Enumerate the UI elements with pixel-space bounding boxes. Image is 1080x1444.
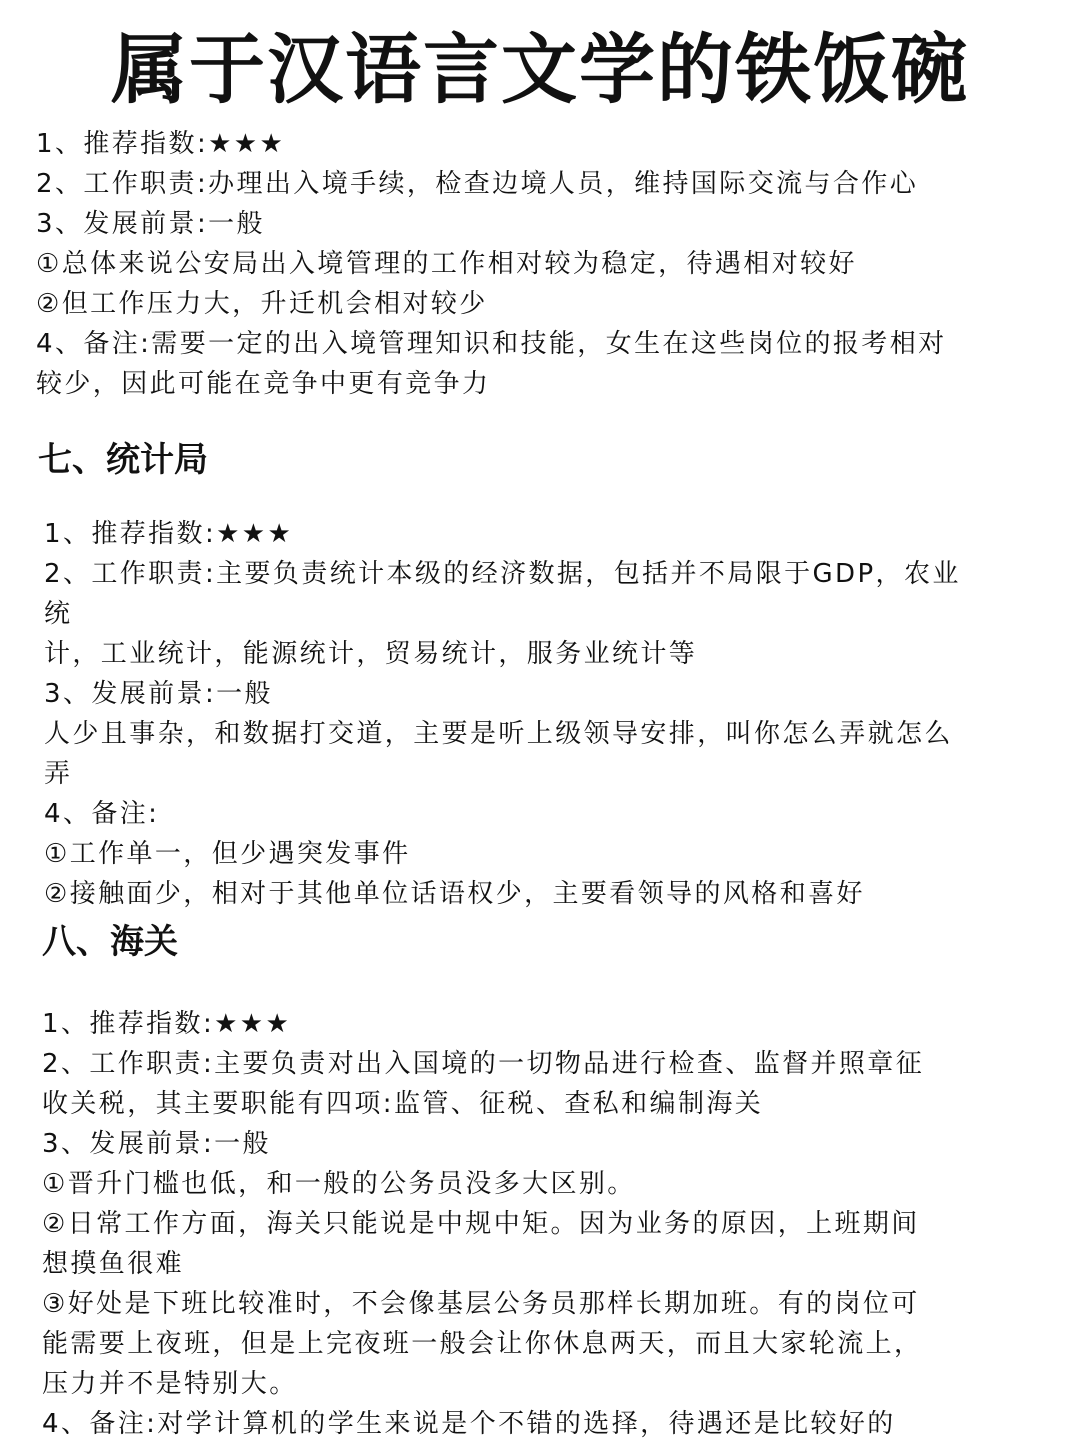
text-line: 想摸鱼很难: [42, 1249, 185, 1279]
text-line: 统: [44, 599, 73, 629]
text-line: 2、工作职责:主要负责统计本级的经济数据，包括并不局限于GDP，农业: [44, 559, 961, 589]
text-line: ②接触面少，相对于其他单位话语权少，主要看领导的风格和喜好: [44, 879, 865, 909]
text-line: 人少且事杂，和数据打交道，主要是听上级领导安排，叫你怎么弄就怎么: [44, 719, 953, 749]
intro-lines: [36, 124, 1036, 404]
text-line: 3、发展前景:一般: [36, 209, 265, 239]
text-line: 计，工业统计，能源统计，贸易统计，服务业统计等: [44, 639, 698, 669]
text-line: ①工作单一，但少遇突发事件: [44, 839, 411, 869]
text-line: 4、备注:: [44, 799, 160, 829]
text-line: ②但工作压力大，升迁机会相对较少: [36, 289, 488, 319]
text-line: 较少，因此可能在竞争中更有竞争力: [36, 369, 491, 399]
text-line: 1、推荐指数:★★★: [36, 129, 286, 159]
page-title: 属于汉语言文学的铁饭碗: [111, 25, 969, 114]
text-line: 3、发展前景:一般: [42, 1129, 271, 1159]
text-line: ①总体来说公安局出入境管理的工作相对较为稳定，待遇相对较好: [36, 249, 857, 279]
text-line: ②日常工作方面，海关只能说是中规中矩。因为业务的原因，上班期间: [42, 1209, 920, 1239]
text-line: 2、工作职责:主要负责对出入国境的一切物品进行检查、监督并照章征: [42, 1049, 925, 1079]
section-heading: 八、海关: [42, 922, 178, 962]
section-lines: [44, 514, 1038, 914]
text-line: ③好处是下班比较准时，不会像基层公务员那样长期加班。有的岗位可: [42, 1289, 920, 1319]
section-customs: [42, 922, 1042, 1444]
section-statistics-bureau: [38, 440, 1038, 914]
text-line: 收关税，其主要职能有四项:监管、征税、查私和编制海关: [42, 1089, 764, 1119]
text-line: ①晋升门槛也低，和一般的公务员没多大区别。: [42, 1169, 636, 1199]
text-line: 压力并不是特别大。: [42, 1369, 298, 1399]
text-line: 1、推荐指数:★★★: [44, 519, 294, 549]
text-line: 2、工作职责:办理出入境手续，检查边境人员，维持国际交流与合作心: [36, 169, 919, 199]
intro-section: [36, 124, 1036, 404]
text-line: 4、备注:需要一定的出入境管理知识和技能，女生在这些岗位的报考相对: [36, 329, 947, 359]
text-line: 3、发展前景:一般: [44, 679, 273, 709]
section-heading: 七、统计局: [38, 440, 208, 480]
text-line: 4、备注:对学计算机的学生来说是个不错的选择，待遇还是比较好的: [42, 1409, 896, 1439]
text-line: 弄: [44, 759, 73, 789]
text-line: 能需要上夜班，但是上完夜班一般会让你休息两天，而且大家轮流上，: [42, 1329, 923, 1359]
text-line: 1、推荐指数:★★★: [42, 1009, 292, 1039]
section-lines: [42, 1004, 1042, 1444]
